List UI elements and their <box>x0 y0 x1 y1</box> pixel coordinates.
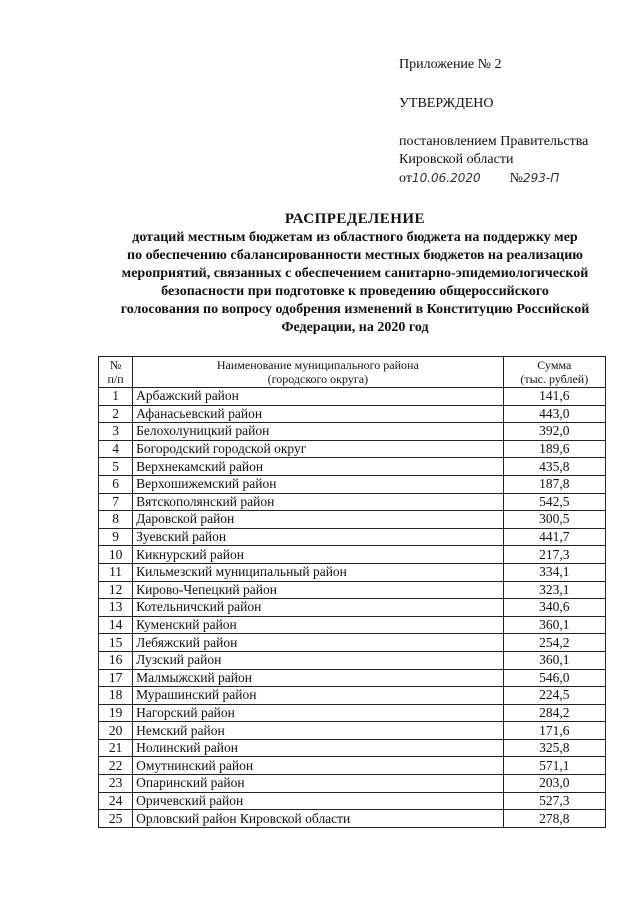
row-number: 6 <box>99 475 133 493</box>
row-amount: 441,7 <box>503 528 605 546</box>
table-row <box>99 792 606 810</box>
row-amount: 141,6 <box>503 388 605 406</box>
table-body <box>99 388 606 828</box>
decree-date: 10.06.2020 <box>411 171 481 185</box>
row-number: 15 <box>99 634 133 652</box>
table-row <box>99 775 606 793</box>
row-number: 10 <box>99 546 133 564</box>
decree-line-1: постановлением Правительства <box>399 134 589 149</box>
row-number: 17 <box>99 669 133 687</box>
row-amount: 323,1 <box>503 581 605 599</box>
row-district-name: Котельничский район <box>133 599 503 617</box>
row-number: 16 <box>99 651 133 669</box>
table-row <box>99 634 606 652</box>
row-district-name: Нагорский район <box>133 704 503 722</box>
table-row <box>99 581 606 599</box>
row-district-name: Мурашинский район <box>133 687 503 705</box>
row-number: 14 <box>99 616 133 634</box>
row-number: 1 <box>99 388 133 406</box>
row-amount: 224,5 <box>503 687 605 705</box>
table-row <box>99 704 606 722</box>
decree-date-line <box>399 169 629 188</box>
row-amount: 334,1 <box>503 563 605 581</box>
row-amount: 340,6 <box>503 599 605 617</box>
header-number <box>99 357 133 388</box>
title-line-3: мероприятий, связанных с обеспечением санитарно-эпидемиологической <box>121 266 589 281</box>
table-row <box>99 599 606 617</box>
approved-label: УТВЕРЖДЕНО <box>399 96 494 111</box>
row-number: 11 <box>99 563 133 581</box>
title-line-5: голосования по вопросу одобрения изменений в Конституцию Российской <box>120 302 590 317</box>
row-number: 7 <box>99 493 133 511</box>
row-district-name: Кильмезский муниципальный район <box>133 563 503 581</box>
row-district-name: Кикнурский район <box>133 546 503 564</box>
row-number: 4 <box>99 440 133 458</box>
row-amount: 171,6 <box>503 722 605 740</box>
row-number: 25 <box>99 810 133 828</box>
table-row <box>99 757 606 775</box>
row-amount: 254,2 <box>503 634 605 652</box>
row-district-name: Куменский район <box>133 616 503 634</box>
header-number-line-2: п/п <box>107 372 124 386</box>
row-amount: 435,8 <box>503 458 605 476</box>
row-amount: 542,5 <box>503 493 605 511</box>
row-amount: 571,1 <box>503 757 605 775</box>
row-number: 24 <box>99 792 133 810</box>
row-district-name: Лузский район <box>133 651 503 669</box>
row-district-name: Верхошижемский район <box>133 475 503 493</box>
decree-line-2: Кировской области <box>399 152 514 167</box>
row-amount: 217,3 <box>503 546 605 564</box>
row-number: 18 <box>99 687 133 705</box>
row-number: 22 <box>99 757 133 775</box>
header-sum-line-1: Сумма <box>537 358 572 372</box>
row-number: 8 <box>99 511 133 529</box>
table-row <box>99 651 606 669</box>
title-line-6: Федерации, на 2020 год <box>281 320 429 335</box>
row-district-name: Зуевский район <box>133 528 503 546</box>
row-number: 3 <box>99 423 133 441</box>
table-row <box>99 475 606 493</box>
header-sum-line-2: (тыс. рублей) <box>520 372 589 386</box>
row-amount: 189,6 <box>503 440 605 458</box>
table-row <box>99 440 606 458</box>
table-row <box>99 493 606 511</box>
table-row <box>99 528 606 546</box>
row-district-name: Малмыжский район <box>133 669 503 687</box>
row-district-name: Омутнинский район <box>133 757 503 775</box>
table-row <box>99 687 606 705</box>
row-number: 2 <box>99 405 133 423</box>
table-row <box>99 563 606 581</box>
row-district-name: Арбажский район <box>133 388 503 406</box>
row-amount: 392,0 <box>503 423 605 441</box>
row-number: 5 <box>99 458 133 476</box>
row-district-name: Опаринский район <box>133 775 503 793</box>
document-title <box>100 210 610 337</box>
row-district-name: Даровской район <box>133 511 503 529</box>
approval-block <box>399 56 629 188</box>
row-amount: 203,0 <box>503 775 605 793</box>
table-row <box>99 546 606 564</box>
row-number: 20 <box>99 722 133 740</box>
table-row <box>99 739 606 757</box>
row-amount: 443,0 <box>503 405 605 423</box>
from-label: от <box>399 171 412 186</box>
row-district-name: Оричевский район <box>133 792 503 810</box>
title-main: РАСПРЕДЕЛЕНИЕ <box>284 211 426 227</box>
row-number: 12 <box>99 581 133 599</box>
title-line-2: по обеспечению сбалансированности местных бюджетов на реализацию <box>127 248 583 263</box>
row-amount: 360,1 <box>503 616 605 634</box>
table-header-row <box>99 357 606 388</box>
row-number: 13 <box>99 599 133 617</box>
row-district-name: Кирово-Чепецкий район <box>133 581 503 599</box>
header-number-line-1: № <box>109 358 122 372</box>
header-name-line-1: Наименование муниципального района <box>216 358 419 372</box>
table-row <box>99 388 606 406</box>
row-district-name: Вятскополянский район <box>133 493 503 511</box>
title-line-4: безопасности при подготовке к проведению общероссийского <box>161 284 549 299</box>
row-number: 23 <box>99 775 133 793</box>
row-number: 19 <box>99 704 133 722</box>
distribution-table <box>98 356 606 828</box>
row-number: 21 <box>99 739 133 757</box>
row-amount: 325,8 <box>503 739 605 757</box>
row-district-name: Орловский район Кировской области <box>133 810 503 828</box>
table-row <box>99 511 606 529</box>
row-district-name: Верхнекамский район <box>133 458 503 476</box>
appendix-label: Приложение № 2 <box>399 57 502 72</box>
row-district-name: Нолинский район <box>133 739 503 757</box>
row-district-name: Немский район <box>133 722 503 740</box>
row-district-name: Лебяжский район <box>133 634 503 652</box>
table-row <box>99 616 606 634</box>
number-label: № <box>509 171 524 186</box>
table-row <box>99 405 606 423</box>
table-row <box>99 722 606 740</box>
row-amount: 187,8 <box>503 475 605 493</box>
table-row <box>99 423 606 441</box>
row-district-name: Белохолуницкий район <box>133 423 503 441</box>
table-row <box>99 810 606 828</box>
row-amount: 546,0 <box>503 669 605 687</box>
table-row <box>99 669 606 687</box>
header-name <box>133 357 503 388</box>
row-amount: 527,3 <box>503 792 605 810</box>
row-amount: 300,5 <box>503 511 605 529</box>
row-number: 9 <box>99 528 133 546</box>
table-row <box>99 458 606 476</box>
row-district-name: Афанасьевский район <box>133 405 503 423</box>
row-amount: 360,1 <box>503 651 605 669</box>
row-amount: 284,2 <box>503 704 605 722</box>
header-sum <box>503 357 605 388</box>
row-district-name: Богородский городской округ <box>133 440 503 458</box>
title-line-1: дотаций местным бюджетам из областного бюджета на поддержку мер <box>132 230 578 245</box>
row-amount: 278,8 <box>503 810 605 828</box>
header-name-line-2: (городского округа) <box>267 372 369 386</box>
decree-number: 293-П <box>523 171 560 185</box>
